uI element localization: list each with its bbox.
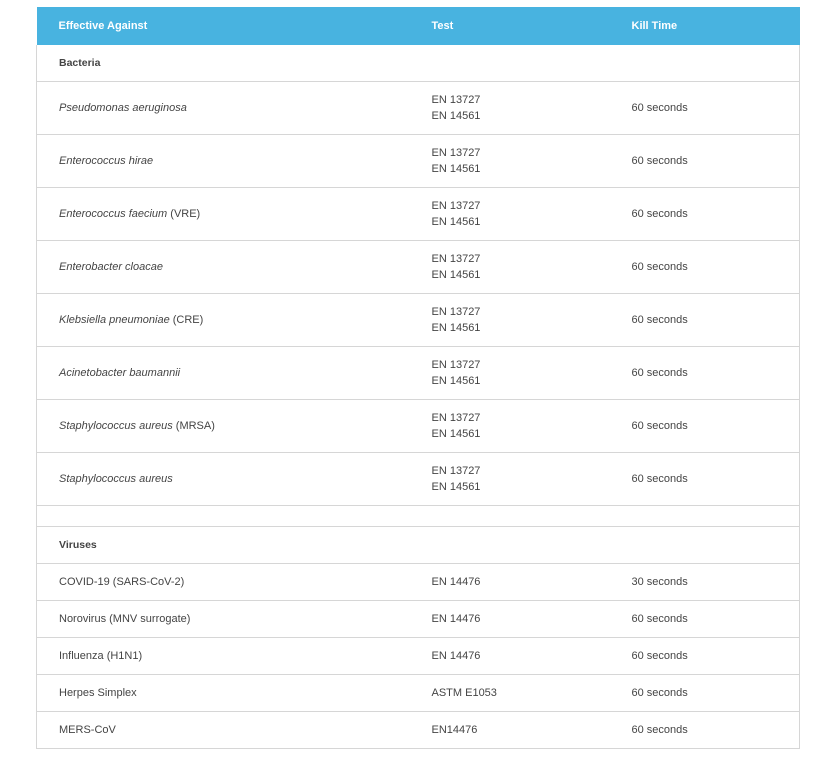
test-standard: EN 14561 (431, 428, 481, 440)
test-cell: ASTM E1053 (410, 675, 610, 712)
organism-name: Enterobacter cloacae (59, 261, 163, 273)
kill-time-cell: 60 seconds (610, 400, 800, 453)
table-row (37, 135, 800, 188)
table-row (37, 675, 800, 712)
test-cell (410, 82, 610, 135)
header-effective-against: Effective Against (37, 7, 410, 45)
test-cell (410, 347, 610, 400)
table-row (37, 347, 800, 400)
test-standard: EN 13727 (431, 253, 481, 265)
test-standard: EN 14561 (431, 322, 481, 334)
test-cell (410, 400, 610, 453)
test-standard: EN 13727 (431, 465, 481, 477)
section-row-bacteria (37, 45, 800, 82)
organism-cell (37, 135, 410, 188)
organism-cell: COVID-19 (SARS-CoV-2) (37, 564, 410, 601)
organism-cell (37, 82, 410, 135)
kill-time-cell: 60 seconds (610, 453, 800, 506)
header-test: Test (410, 7, 610, 45)
test-standard: EN 13727 (431, 94, 481, 106)
organism-name: Enterococcus faecium (59, 208, 168, 220)
table-row (37, 294, 800, 347)
organism-cell (37, 453, 410, 506)
table-row (37, 188, 800, 241)
test-standard: EN 14561 (431, 163, 481, 175)
kill-time-cell: 60 seconds (610, 712, 800, 749)
organism-name: Acinetobacter baumannii (59, 367, 181, 379)
organism-cell (37, 188, 410, 241)
header-kill-time: Kill Time (610, 7, 800, 45)
kill-time-cell: 60 seconds (610, 241, 800, 294)
section-row-viruses (37, 527, 800, 564)
test-standard: EN 13727 (431, 412, 481, 424)
organism-name: Staphylococcus aureus (59, 473, 173, 485)
organism-name: Enterococcus hirae (59, 155, 154, 167)
test-standard: EN 14561 (431, 269, 481, 281)
test-standard: EN 14561 (431, 375, 481, 387)
table-row (37, 453, 800, 506)
test-cell (410, 135, 610, 188)
section-label-viruses: Viruses (37, 527, 410, 564)
test-standard: EN 13727 (431, 306, 481, 318)
table-row (37, 601, 800, 638)
test-cell (410, 294, 610, 347)
section-label-bacteria: Bacteria (37, 45, 410, 82)
organism-name: Staphylococcus aureus (59, 420, 173, 432)
organism-cell (37, 347, 410, 400)
test-cell (410, 453, 610, 506)
kill-time-cell: 60 seconds (610, 638, 800, 675)
table-header-row (37, 7, 800, 45)
test-standard: EN 14561 (431, 481, 481, 493)
kill-time-cell: 60 seconds (610, 135, 800, 188)
kill-time-cell: 60 seconds (610, 188, 800, 241)
spacer-row (37, 506, 800, 527)
organism-cell: Influenza (H1N1) (37, 638, 410, 675)
organism-cell (37, 241, 410, 294)
test-cell (410, 188, 610, 241)
test-standard: EN 14561 (431, 216, 481, 228)
organism-suffix: (MRSA) (172, 420, 215, 432)
test-cell: EN14476 (410, 712, 610, 749)
kill-time-cell: 60 seconds (610, 294, 800, 347)
table-row (37, 241, 800, 294)
kill-time-cell: 60 seconds (610, 601, 800, 638)
organism-suffix: (VRE) (167, 208, 201, 220)
kill-time-cell: 30 seconds (610, 564, 800, 601)
kill-time-cell: 60 seconds (610, 82, 800, 135)
test-standard: EN 13727 (431, 200, 481, 212)
organism-cell: Herpes Simplex (37, 675, 410, 712)
organism-cell: MERS-CoV (37, 712, 410, 749)
organism-suffix: (CRE) (169, 314, 204, 326)
table-row (37, 82, 800, 135)
kill-time-cell: 60 seconds (610, 675, 800, 712)
test-cell: EN 14476 (410, 601, 610, 638)
kill-time-cell: 60 seconds (610, 347, 800, 400)
organism-name: Pseudomonas aeruginosa (59, 102, 187, 114)
efficacy-table (36, 7, 800, 749)
table-row (37, 712, 800, 749)
test-cell (410, 241, 610, 294)
organism-cell (37, 400, 410, 453)
test-standard: EN 13727 (431, 359, 481, 371)
organism-cell (37, 294, 410, 347)
table-row (37, 638, 800, 675)
organism-name: Klebsiella pneumoniae (59, 314, 170, 326)
table-row (37, 400, 800, 453)
test-cell: EN 14476 (410, 638, 610, 675)
organism-cell: Norovirus (MNV surrogate) (37, 601, 410, 638)
table-row (37, 564, 800, 601)
test-standard: EN 14561 (431, 110, 481, 122)
test-cell: EN 14476 (410, 564, 610, 601)
test-standard: EN 13727 (431, 147, 481, 159)
